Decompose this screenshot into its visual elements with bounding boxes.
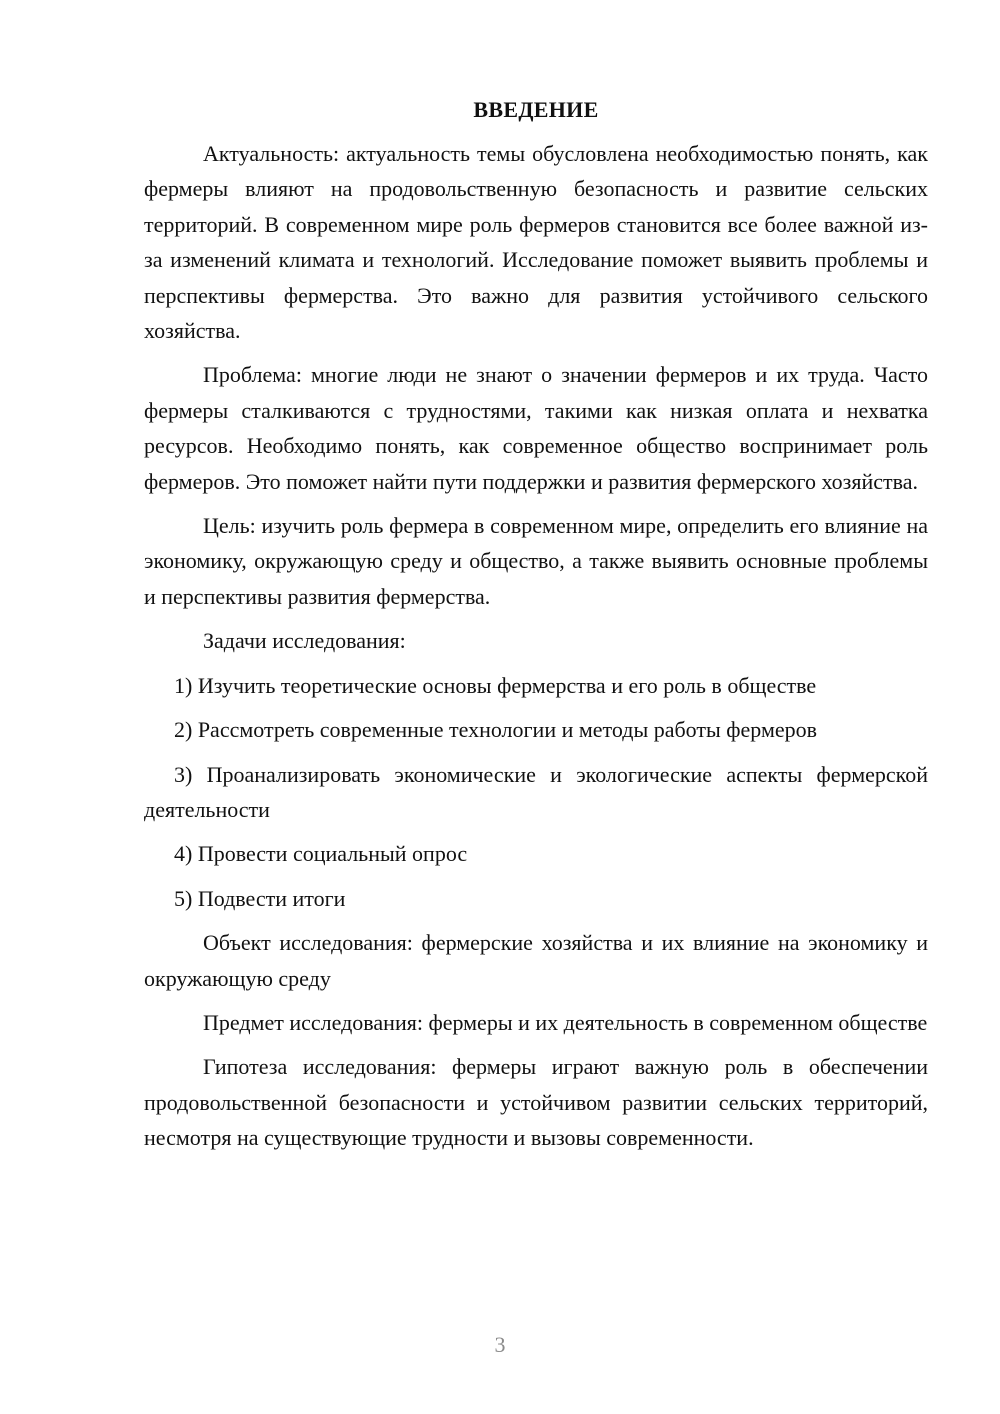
- task-item: 4) Провести социальный опрос: [174, 841, 468, 867]
- relevance-paragraph: Актуальность: актуальность темы обусловлена необходимостью понять, как фермеры влияют на продовольственную безопасность и развитие сельских территорий. В современном мире роль фермеров становится все более важной из-за изменений климата и технологий. Исследование поможет выявить проблемы и перспективы фермерства. Это важно для развития устойчивого сельского хозяйства.: [144, 141, 928, 344]
- tasks-heading: Задачи исследования:: [203, 628, 406, 654]
- problem-paragraph: Проблема: многие люди не знают о значении фермеров и их труда. Часто фермеры сталкиваются с трудностями, такими как низкая оплата и нехватка ресурсов. Необходимо понять, как современное общество воспринимает роль фермеров. Это поможет найти пути поддержки и развития фермерского хозяйства.: [144, 362, 928, 494]
- page-content: [144, 92, 928, 1165]
- task-item: 5) Подвести итоги: [174, 885, 346, 911]
- task-item: 3) Проанализировать экономические и экологические аспекты фермерской деятельности: [144, 761, 928, 822]
- goal-paragraph: Цель: изучить роль фермера в современном мире, определить его влияние на экономику, окружающую среду и общество, а также выявить основные проблемы и перспективы развития фермерства.: [144, 513, 928, 609]
- section-title: ВВЕДЕНИЕ: [473, 97, 599, 122]
- task-item: 2) Рассмотреть современные технологии и методы работы фермеров: [174, 717, 818, 743]
- task-item: 1) Изучить теоретические основы фермерства и его роль в обществе: [174, 672, 817, 698]
- hypothesis-paragraph: Гипотеза исследования: фермеры играют важную роль в обеспечении продовольственной безопасности и устойчивом развитии сельских территорий, несмотря на существующие трудности и вызовы современности.: [144, 1054, 928, 1151]
- page-number: 3: [494, 1332, 506, 1357]
- object-paragraph: Объект исследования: фермерские хозяйства и их влияние на экономику и окружающую среду: [144, 930, 928, 991]
- subject-paragraph: Предмет исследования: фермеры и их деятельность в современном обществе: [203, 1009, 928, 1035]
